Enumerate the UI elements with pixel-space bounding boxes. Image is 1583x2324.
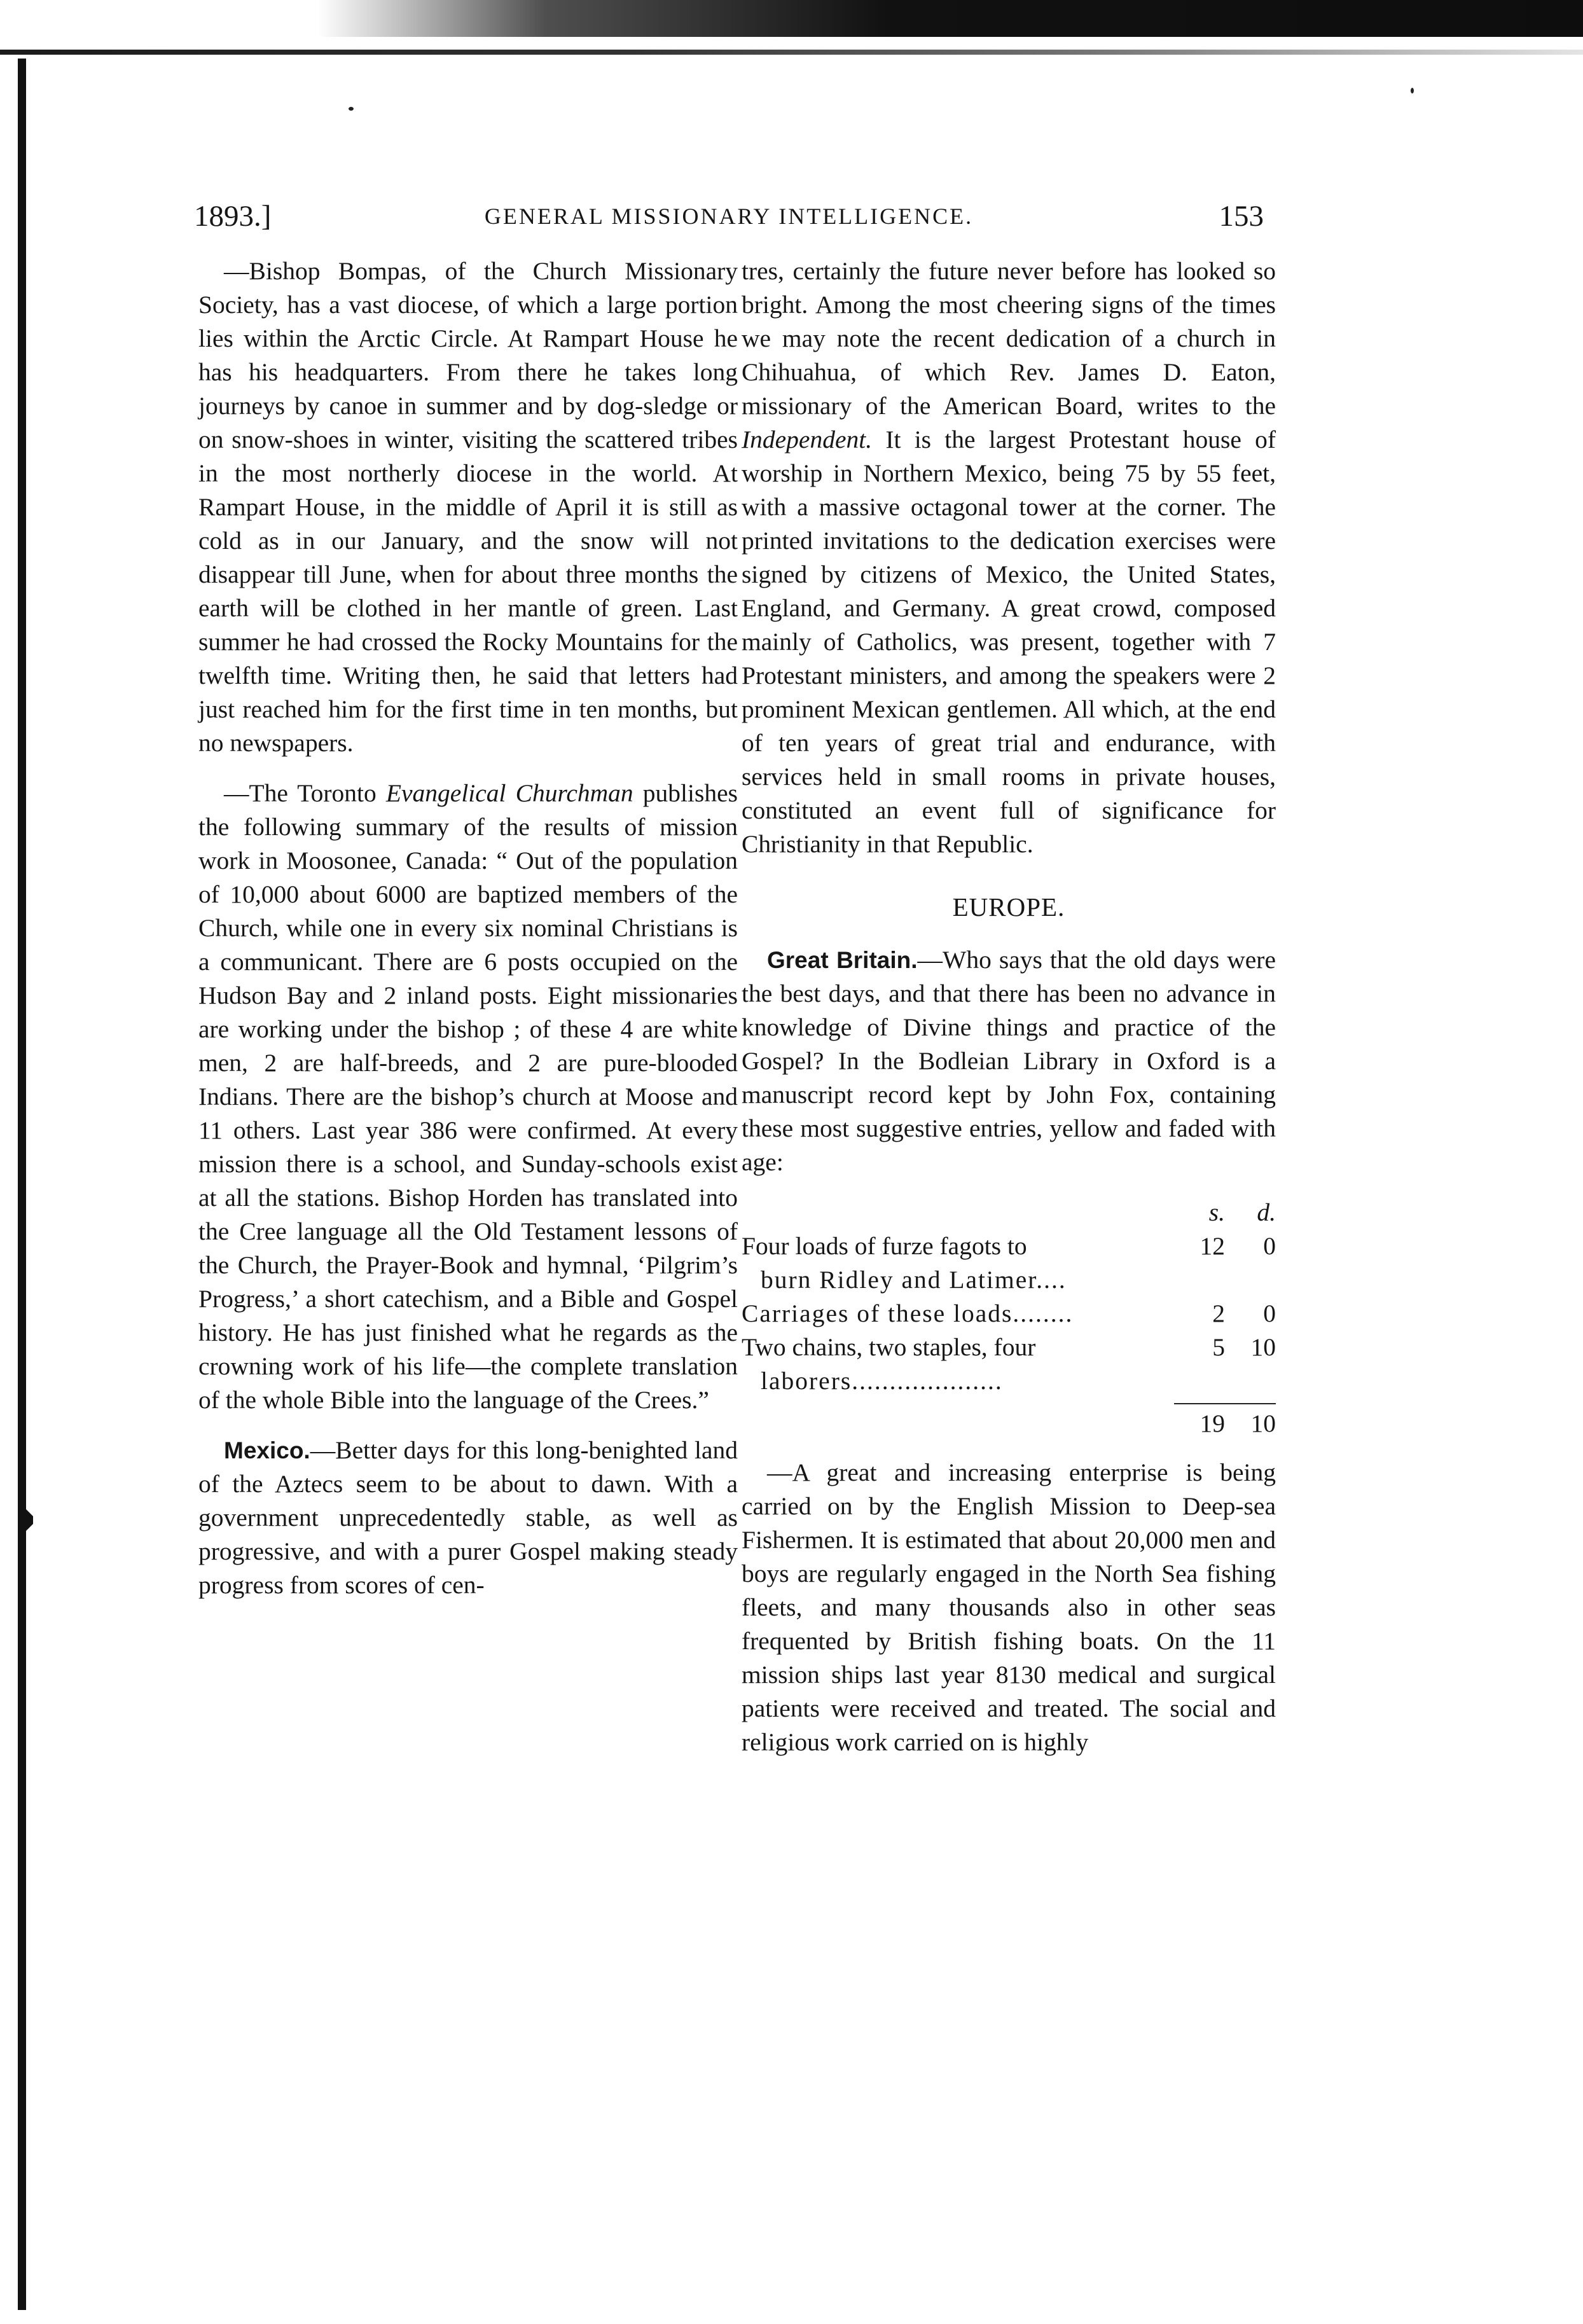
paragraph-chihuahua-part1: tres, certainly the future never before has looked so bright. Among the most cheering signs of the times we may note the recent dedication of a church in Chihuahua, of which Rev. James D. Eaton, missionary of the American Board, writes to the xyxy=(742,257,1276,420)
account-total-shillings: 19 xyxy=(1199,1409,1225,1437)
paragraph-great-britain xyxy=(742,943,1276,1179)
account-total xyxy=(742,1398,1276,1441)
paragraph-chihuahua-church xyxy=(742,254,1276,861)
left-column xyxy=(198,254,738,1619)
running-head-title: GENERAL MISSIONARY INTELLIGENCE. xyxy=(484,204,974,229)
account-col-pence: d. xyxy=(1257,1198,1276,1226)
account-shillings: 12 xyxy=(1199,1232,1225,1260)
fox-account-table xyxy=(742,1196,1276,1441)
paragraph-bishop-bompas: —Bishop Bompas, of the Church Missionary Society, has a vast diocese, of which a large portion lies within the Arctic Circle. At Rampart House he has his headquarters. From there he takes long journeys by canoe in summer and by dog-sledge or on snow-shoes in winter, visiting the scattered tribes in the most northerly diocese in the world. At Rampart House, in the middle of April it is still as cold as in our January, and the snow will not disappear till June, when for about three months the earth will be clothed in her mantle of green. Last summer he had crossed the Rocky Mountains for the twelfth time. Writing then, he said that letters had just reached him for the first time in ten months, but no newspapers. xyxy=(198,257,738,757)
source-independent: Independent. xyxy=(742,425,873,453)
source-evangelical-churchman: Evangelical Churchman xyxy=(385,779,633,807)
scan-binding-edge xyxy=(18,59,26,2310)
account-item: Four loads of furze fagots to xyxy=(742,1232,1027,1260)
running-head xyxy=(194,194,1264,239)
account-item-cont: burn Ridley and Latimer.... xyxy=(761,1266,1067,1294)
account-shillings: 2 xyxy=(1212,1299,1225,1327)
paragraph-chihuahua-part2: It is the largest Protestant house of worship in Northern Mexico, being 75 by 55 feet, with a massive octagonal tower at the corner. The printed invitations to the dedication exercises were signed by citizens of Mexico, the United States, England, and Germany. A great crowd, composed mainly of Catholics, was present, together with 7 Protestant ministers, and among the speakers were 2 prominent Mexican gentlemen. All which, at the end of ten years of great trial and endurance, with services held in small rooms in private houses, constituted an event full of significance for Christianity in that Republic. xyxy=(742,425,1276,858)
scan-top-rule xyxy=(0,50,1583,55)
heading-great-britain: Great Britain. xyxy=(767,947,918,973)
account-item: Two chains, two staples, four xyxy=(742,1333,1036,1361)
paragraph-moosonee-body: publishes the following summary of the results of mission work in Moosonee, Canada: “ Out of the population of 10,000 about 6000 are baptized members of the Church, while one in every six nominal Christians is a communicant. There are 6 posts occupied on the Hudson Bay and 2 inland posts. Eight missionaries are working under the bishop ; of these 4 are white men, 2 are half-breeds, and 2 are pure-blooded Indians. There are the bishop’s church at Moose and 11 others. Last year 386 were confirmed. At every mission there is a school, and Sunday-schools exist at all the stations. Bishop Horden has translated into the Cree language all the Old Testament lessons of the Church, the Prayer-Book and hymnal, ‘Pilgrim’s Progress,’ a short catechism, and a Bible and Gospel history. He has just finished what he regards as the crowning work of his life—the complete translation of the whole Bible into the language of the Crees.” xyxy=(198,779,738,1414)
account-row xyxy=(742,1229,1276,1297)
page-number: 153 xyxy=(1219,200,1264,233)
account-item: Carriages of these loads........ xyxy=(742,1299,1074,1327)
account-header xyxy=(742,1196,1276,1229)
running-head-year: 1893.] xyxy=(194,200,272,233)
section-title-europe: EUROPE. xyxy=(952,892,1065,922)
account-pence: 0 xyxy=(1263,1299,1276,1327)
paragraph-moosonee xyxy=(198,777,738,1417)
paragraph-great-britain-body: —Who says that the old days were the best days, and that there has been no advance in knowledge of Divine things and practice of the Gospel? In the Bodleian Library in Oxford is a manuscript record kept by John Fox, containing these most suggestive entries, yellow and faded with age: xyxy=(742,946,1276,1176)
paragraph-moosonee-intro: —The Toronto xyxy=(224,779,377,807)
scan-speck xyxy=(1411,88,1414,93)
account-row xyxy=(742,1297,1276,1331)
account-pence: 0 xyxy=(1263,1232,1276,1260)
account-total-pence: 10 xyxy=(1250,1409,1276,1437)
account-shillings: 5 xyxy=(1212,1333,1225,1361)
paragraph-mexico xyxy=(198,1434,738,1602)
heading-mexico: Mexico. xyxy=(224,1437,310,1463)
paragraph-mexico-body: —Better days for this long-benighted land of the Aztecs seem to be about to dawn. With a government unprecedentedly stable, as well as progressive, and with a purer Gospel making steady progress from scores of cen- xyxy=(198,1436,738,1599)
account-item-cont: laborers.................... xyxy=(761,1367,1003,1395)
scan-speck xyxy=(349,107,354,111)
account-pence: 10 xyxy=(1250,1333,1276,1361)
account-col-shillings: s. xyxy=(1208,1198,1225,1226)
account-row xyxy=(742,1331,1276,1398)
right-column xyxy=(742,254,1276,1776)
paragraph-deep-sea-mission: —A great and increasing enterprise is being carried on by the English Mission to Deep-sea Fishermen. It is estimated that about 20,000 men and boys are regularly engaged in the North Sea fishing fleets, and many thousands also in other seas frequented by British fishing boats. On the 11 mission ships last year 8130 medical and surgical patients were received and treated. The social and religious work carried on is highly xyxy=(742,1458,1276,1756)
scan-top-shadow xyxy=(318,0,1583,37)
